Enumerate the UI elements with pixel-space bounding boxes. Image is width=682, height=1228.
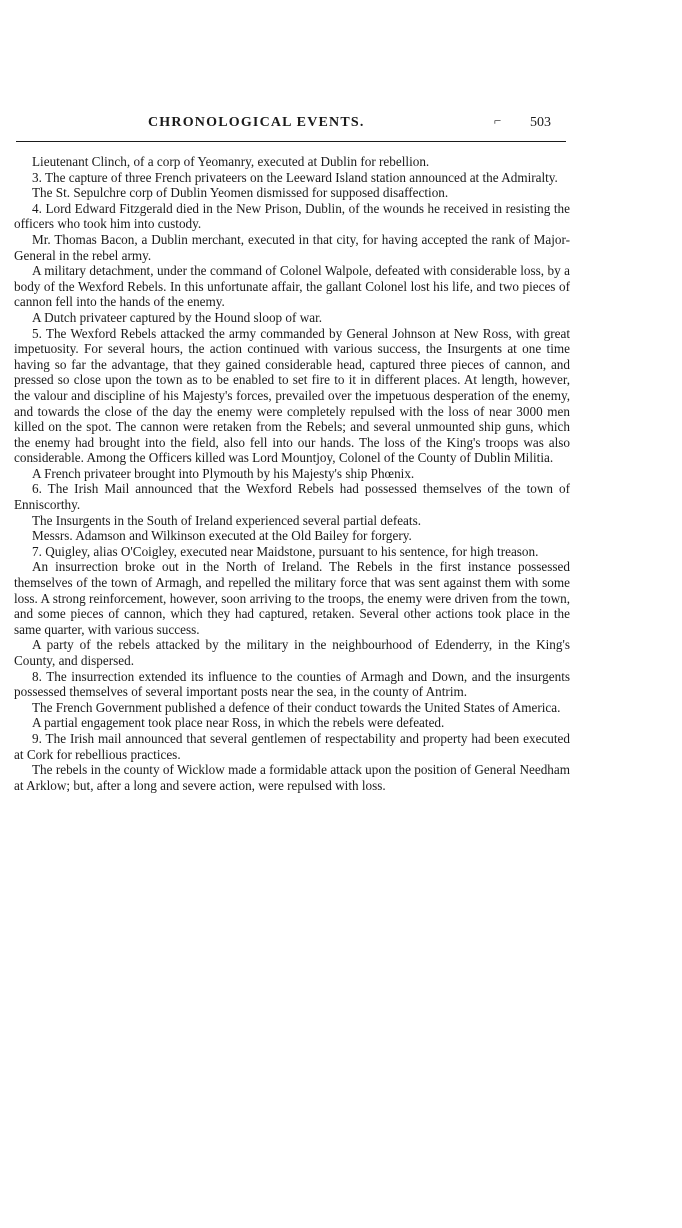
paragraph: Messrs. Adamson and Wilkinson executed at the Old Bailey for forgery.	[32, 528, 412, 544]
paragraph: The Insurgents in the South of Ireland experienced several partial defeats.	[32, 512, 422, 528]
running-head: CHRONOLOGICAL EVENTS.	[148, 115, 365, 130]
paragraph: A party of the rebels attacked by the military in the neighbourhood of Edenderry, in the King's County, and dispersed.	[14, 637, 570, 668]
paragraph: 8. The insurrection extended its influence to the counties of Armagh and Down, and the insurgents possessed themselves of several important posts near the sea, in the county of Antrim.	[14, 668, 570, 700]
paragraph: The St. Sepulchre corp of Dublin Yeomen dismissed for supposed disaffection.	[32, 185, 449, 201]
paragraph: 3. The capture of three French privateers on the Leeward Island station announced at the Admiralty.	[32, 169, 558, 185]
page-header	[0, 113, 682, 137]
paragraph: Lieutenant Clinch, of a corp of Yeomanry, executed at Dublin for rebellion.	[32, 154, 430, 169]
paragraph: A Dutch privateer captured by the Hound sloop of war.	[32, 309, 323, 325]
paragraph: Mr. Thomas Bacon, a Dublin merchant, executed in that city, for having accepted the rank of Major-General in the rebel army.	[14, 231, 570, 263]
paragraph: 7. Quigley, alias O'Coigley, executed near Maidstone, pursuant to his sentence, for high treason.	[32, 543, 539, 559]
header-rule	[16, 141, 566, 142]
paragraph: A military detachment, under the command of Colonel Walpole, defeated with considerable loss, by a body of the Wexford Rebels. In this unfortunate affair, the gallant Colonel lost his life, and two pieces of cannon fell into the hands of the enemy.	[14, 263, 570, 310]
body-text	[14, 154, 570, 793]
page-number: 503	[530, 115, 551, 130]
header-mark: ⌐	[494, 113, 502, 128]
paragraph: An insurrection broke out in the North of Ireland. The Rebels in the first instance possessed themselves of the town of Armagh, and repelled the military force that was sent against them with some loss. A strong reinforcement, however, soon arriving to the troops, the enemy were driven from the town, and some pieces of cannon, which they had captured, retaken. Several other actions took place in the same quarter, with various success.	[14, 559, 570, 637]
paragraph: 6. The Irish Mail announced that the Wexford Rebels had possessed themselves of the town of Enniscorthy.	[14, 481, 570, 513]
paragraph: 9. The Irish mail announced that several gentlemen of respectability and property had been executed at Cork for rebellious practices.	[14, 730, 570, 762]
paragraph: The French Government published a defence of their conduct towards the United States of America.	[32, 699, 561, 715]
paragraph: The rebels in the county of Wicklow made a formidable attack upon the position of General Needham at Arklow; but, after a long and severe action, were repulsed with loss.	[14, 762, 570, 793]
paragraph: 4. Lord Edward Fitzgerald died in the New Prison, Dublin, of the wounds he received in resisting the officers who took him into custody.	[14, 200, 570, 232]
paragraph: A partial engagement took place near Ross, in which the rebels were defeated.	[32, 715, 445, 731]
paragraph: 5. The Wexford Rebels attacked the army commanded by General Johnson at New Ross, with great impetuosity. For several hours, the action continued with various success, the Insurgents at one time having so far the advantage, that they gained considerable head, captured three pieces of cannon, and pressed so close upon the town as to be enabled to set fire to it in different places. At length, however, the valour and discipline of his Majesty's forces, prevailed over the impetuous desperation of the enemy, and towards the close of the day the enemy were completely repulsed with the loss of near 3000 men killed on the spot. The cannon were retaken from the Rebels; and several unmounted ship guns, which the enemy had brought into the field, also fell into our hands. The loss of the King's troops was also considerable. Among the Officers killed was Lord Mountjoy, Colonel of the County of Dublin Militia.	[14, 325, 570, 466]
paragraph: A French privateer brought into Plymouth by his Majesty's ship Phœnix.	[32, 465, 415, 481]
